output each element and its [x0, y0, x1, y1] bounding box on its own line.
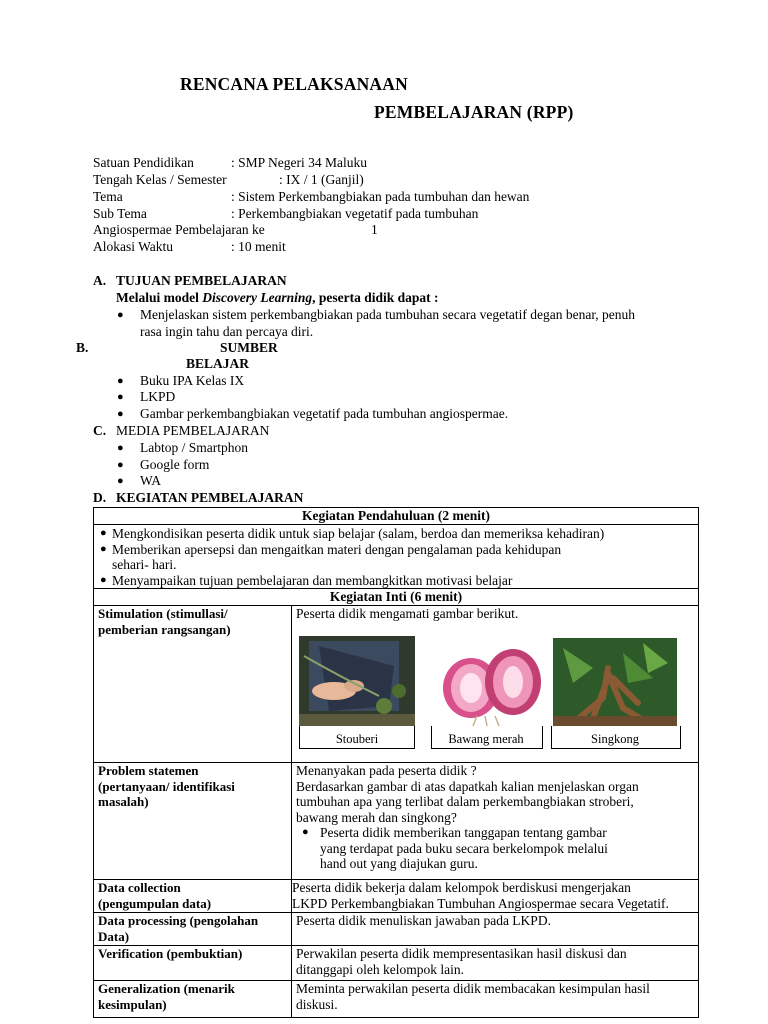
processing-content-cell	[292, 913, 699, 946]
section-a-heading: TUJUAN PEMBELAJARAN	[116, 273, 287, 288]
section-b-letter: B.	[76, 340, 89, 355]
identity-value: : Perkembangbiakan vegetatif pada tumbuhan	[231, 206, 479, 221]
bullet-icon: ●	[117, 375, 124, 387]
problem-bullet-line: hand out yang diajukan guru.	[320, 856, 478, 871]
strawberry-runner-image	[299, 636, 415, 726]
verification-label-cell	[94, 946, 292, 981]
problem-label: Problem statemen	[98, 763, 199, 778]
collection-content-cell	[292, 880, 699, 913]
section-b-item: Gambar perkembangbiakan vegetatif pada tumbuhan angiospermae.	[140, 406, 509, 421]
identity-label: Tengah Kelas / Semester	[93, 172, 227, 187]
list-item: ● Menyampaikan tujuan pembelajaran dan membangkitkan motivasi belajar	[100, 572, 513, 588]
list-item: ● Memberikan apersepsi dan mengaitkan materi dengan pengalaman pada kehidupan	[100, 541, 562, 557]
identity-label: Angiospermae Pembelajaran ke	[93, 222, 265, 237]
section-c-letter: C.	[93, 423, 107, 438]
section-a-intro: Melalui model Discovery Learning, peserta didik dapat :	[116, 290, 439, 305]
section-c-item: WA	[140, 473, 161, 488]
problem-bullet-line: Peserta didik memberikan tanggapan tentang gambar	[320, 825, 607, 840]
collection-label: (pengumpulan data)	[98, 895, 212, 911]
list-item: ● Mengkondisikan peserta didik untuk siap belajar (salam, berdoa dan memeriksa kehadiran)	[100, 526, 605, 541]
section-c-item: Google form	[140, 457, 210, 472]
section-d-letter: D.	[93, 490, 107, 505]
bullet-icon: ●	[117, 408, 124, 420]
processing-text: Peserta didik menuliskan jawaban pada LKPD.	[296, 913, 551, 928]
generalization-line: Meminta perwakilan peserta didik membacakan kesimpulan hasil	[296, 981, 650, 996]
verification-content-cell	[292, 946, 699, 981]
identity-label: Alokasi Waktu	[93, 239, 174, 254]
generalization-label: Generalization (menarik	[98, 981, 235, 996]
problem-content-cell	[292, 763, 699, 880]
problem-label-cell	[94, 763, 292, 880]
pendahuluan-header: Kegiatan Pendahuluan (2 menit)	[94, 508, 699, 525]
problem-line: Berdasarkan gambar di atas dapatkah kalian menjelaskan organ	[296, 778, 639, 794]
list-item	[296, 825, 694, 872]
stimulation-label-cell	[94, 606, 292, 763]
stimulation-content-cell	[292, 606, 699, 763]
section-a-bullet-line-1: Menjelaskan sistem perkembangbiakan pada tumbuhan secara vegetatif degan benar, penuh	[140, 307, 636, 322]
collection-line: Peserta didik bekerja dalam kelompok berdiskusi mengerjakan	[292, 880, 631, 895]
bullet-icon: ●	[117, 309, 124, 321]
stimulation-label: pemberian rangsangan)	[98, 621, 231, 637]
bullet-icon: ●	[117, 475, 124, 487]
generalization-label-cell	[94, 981, 292, 1018]
collection-label-cell	[94, 880, 292, 913]
identity-label: Tema	[93, 189, 123, 204]
kegiatan-table	[93, 507, 699, 1018]
problem-label: (pertanyaan/ identifikasi	[98, 778, 235, 794]
section-b-heading-line-1: SUMBER	[220, 340, 278, 355]
section-b-heading-line-2: BELAJAR	[186, 356, 250, 371]
caption-shallot: Bawang merah	[448, 732, 524, 746]
generalization-line: diskusi.	[296, 996, 338, 1012]
identity-value: : SMP Negeri 34 Maluku	[231, 155, 367, 170]
bullet-icon: ●	[100, 542, 107, 555]
section-a-bullet-line-2: rasa ingin tahu dan percaya diri.	[140, 324, 314, 339]
bullet-icon: ●	[117, 442, 124, 454]
section-c-heading: MEDIA PEMBELAJARAN	[116, 423, 270, 438]
processing-label: Data)	[98, 928, 130, 944]
list-item-continuation: sehari- hari.	[112, 557, 177, 572]
verification-line: ditanggapi oleh kelompok lain.	[296, 961, 464, 977]
bullet-icon: ●	[302, 826, 309, 838]
bullet-icon: ●	[117, 459, 124, 471]
stimulation-label: Stimulation (stimullasi/	[98, 606, 228, 621]
processing-label-cell	[94, 913, 292, 946]
problem-label: masalah)	[98, 794, 149, 809]
verification-line: Perwakilan peserta didik mempresentasikan hasil diskusi dan	[296, 946, 627, 961]
identity-label: Satuan Pendidikan	[93, 155, 194, 170]
identity-value: : IX / 1 (Ganjil)	[279, 172, 364, 187]
page-title-line-1: RENCANA PELAKSANAAN	[180, 74, 408, 94]
bullet-icon: ●	[100, 573, 107, 586]
problem-line: Menanyakan pada peserta didik ?	[296, 763, 477, 778]
generalization-label: kesimpulan)	[98, 996, 167, 1012]
section-b-item: LKPD	[140, 389, 176, 404]
pendahuluan-cell	[94, 525, 699, 589]
generalization-content-cell	[292, 981, 699, 1018]
problem-line: bawang merah dan singkong?	[296, 809, 457, 825]
stimulation-text: Peserta didik mengamati gambar berikut.	[296, 606, 519, 621]
section-b-item: Buku IPA Kelas IX	[140, 373, 245, 388]
collection-line: LKPD Perkembangbiakan Tumbuhan Angiospermae secara Vegetatif.	[292, 895, 669, 911]
processing-label: Data processing (pengolahan	[98, 913, 259, 928]
section-d-heading: KEGIATAN PEMBELAJARAN	[116, 490, 304, 505]
problem-bullet-line: yang terdapat pada buku secara berkelompok melalui	[320, 840, 608, 856]
caption-cassava: Singkong	[591, 732, 639, 746]
identity-value: 1	[371, 222, 378, 237]
section-a-letter: A.	[93, 273, 107, 288]
caption-strawberry: Stouberi	[335, 732, 379, 746]
inti-header: Kegiatan Inti (6 menit)	[94, 589, 699, 606]
identity-label: Sub Tema	[93, 206, 147, 221]
section-c-item: Labtop / Smartphon	[140, 440, 248, 455]
bullet-icon: ●	[100, 527, 107, 539]
verification-label: Verification (pembuktian)	[98, 946, 243, 961]
identity-value: : 10 menit	[231, 239, 286, 254]
identity-value: : Sistem Perkembangbiakan pada tumbuhan dan hewan	[231, 189, 530, 204]
bullet-icon: ●	[117, 391, 124, 403]
collection-label: Data collection	[98, 880, 181, 895]
shallot-image	[437, 636, 547, 728]
page-title-line-2: PEMBELAJARAN (RPP)	[374, 102, 574, 122]
problem-line: tumbuhan apa yang terlibat dalam perkembangbiakan stroberi,	[296, 794, 634, 809]
cassava-image	[553, 638, 677, 726]
